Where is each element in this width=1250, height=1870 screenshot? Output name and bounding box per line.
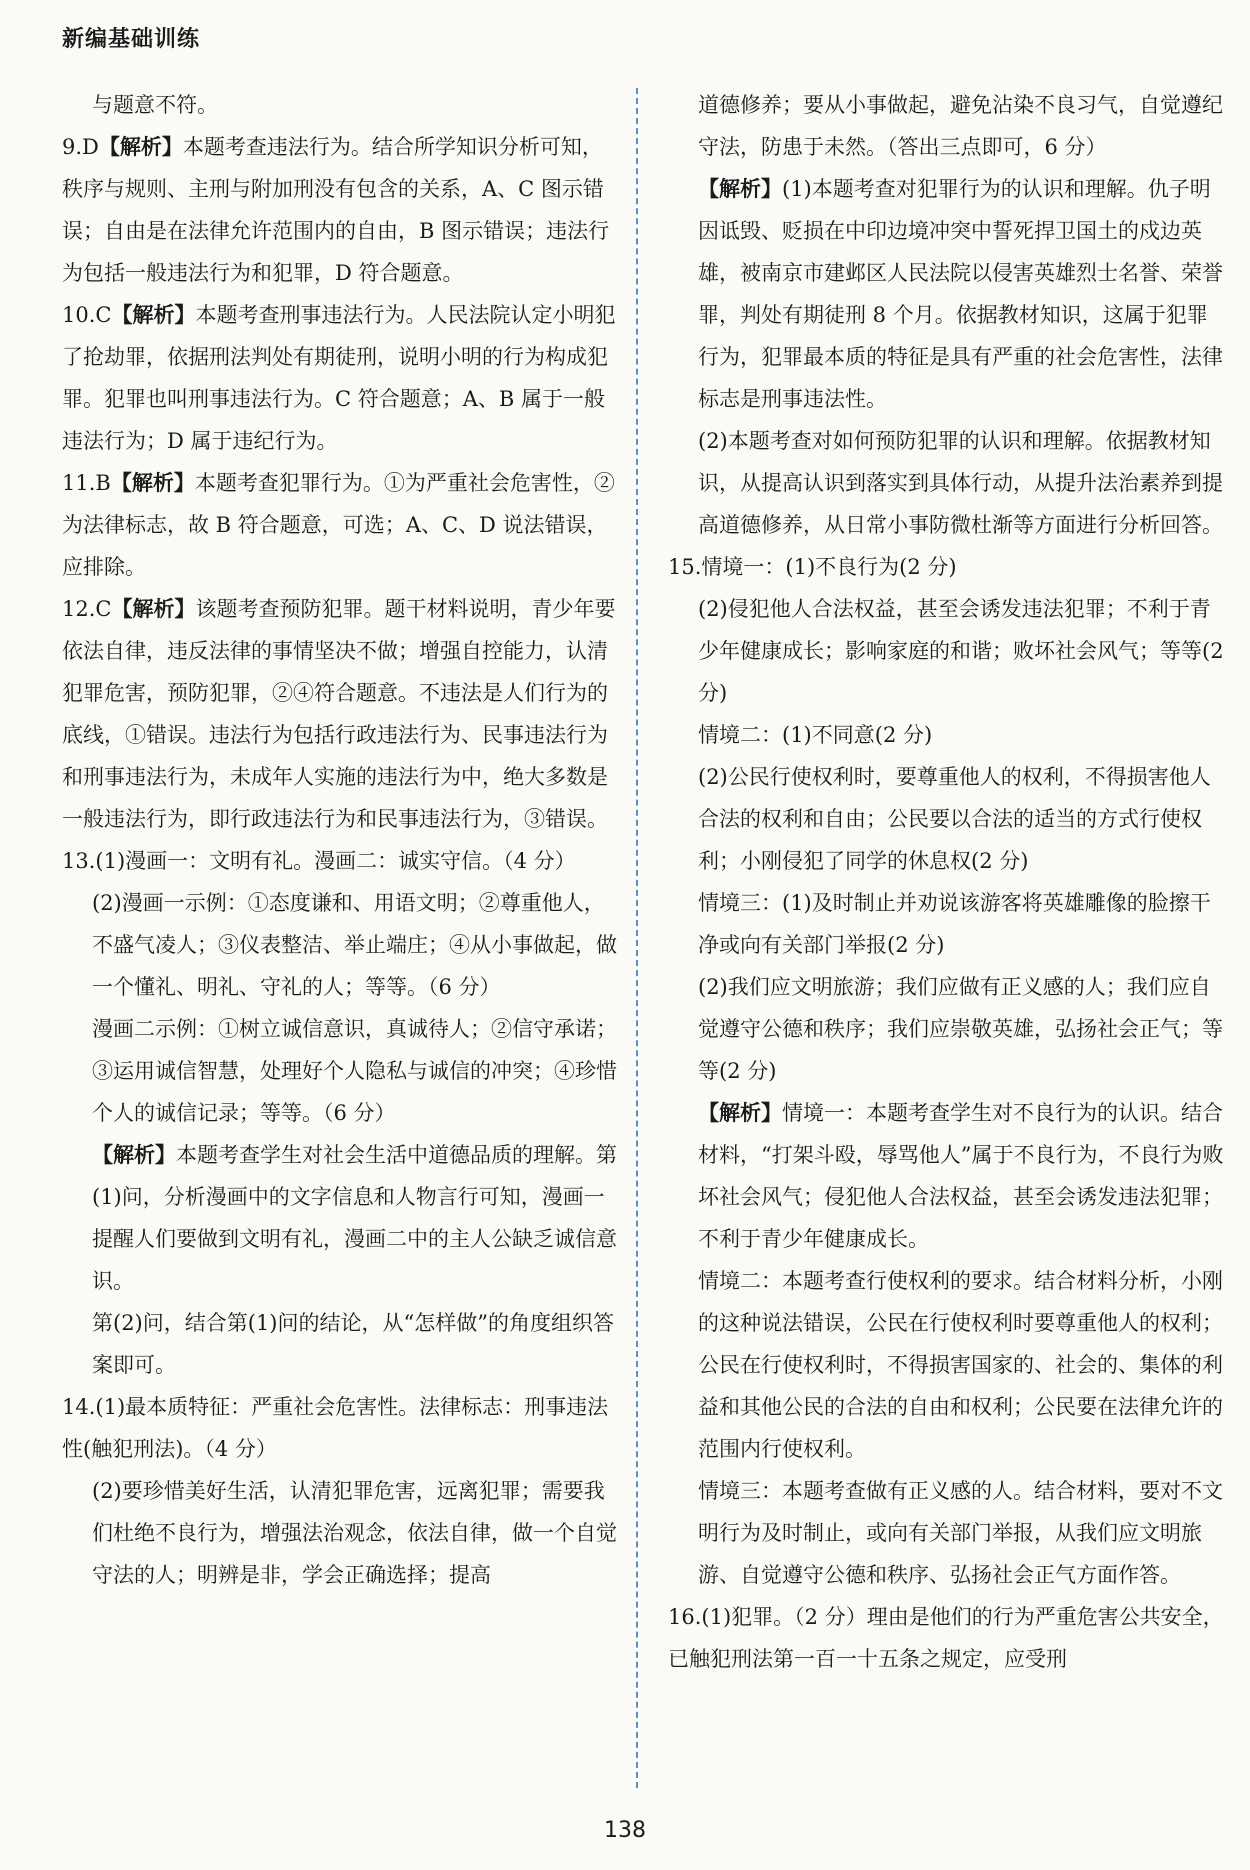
answer-paragraph: [62, 1134, 622, 1302]
paragraph-text: 本题考查犯罪行为。①为严重社会危害性，②为法律标志，故 B 符合题意，可选；A、C、D 说法错误，应排除。: [62, 471, 615, 579]
paragraph-text: (2)公民行使权利时，要尊重他人的权利，不得损害他人合法的权利和自由；公民要以合法的适当的方式行使权利；小刚侵犯了同学的休息权(2 分): [698, 765, 1211, 873]
question-number: 13.: [62, 849, 96, 873]
answer-paragraph: [668, 1470, 1228, 1596]
answer-paragraph: [668, 1092, 1228, 1260]
paragraph-text: (2)本题考查对如何预防犯罪的认识和理解。依据教材知识，从提高认识到落实到具体行动，从提升法治素养到提高道德修养，从日常小事防微杜渐等方面进行分析回答。: [698, 429, 1223, 537]
paragraph-text: 第(2)问，结合第(1)问的结论，从“怎样做”的角度组织答案即可。: [92, 1311, 614, 1377]
paragraph-text: 情境一：(1)不良行为(2 分): [701, 555, 957, 579]
answer-paragraph: [62, 462, 622, 588]
paragraph-text: 本题考查刑事违法行为。人民法院认定小明犯了抢劫罪，依据刑法判处有期徒刑，说明小明的行为构成犯罪。犯罪也叫刑事违法行为。C 符合题意；A、B 属于一般违法行为；D 属于违纪行为。: [62, 303, 616, 453]
answer-paragraph: [62, 84, 622, 126]
answer-paragraph: [62, 1386, 622, 1470]
paragraph-text: (1)漫画一：文明有礼。漫画二：诚实守信。（4 分）: [95, 849, 576, 873]
paragraph-text: 本题考查学生对社会生活中道德品质的理解。第(1)问，分析漫画中的文字信息和人物言行可知，漫画一提醒人们要做到文明有礼，漫画二中的主人公缺乏诚信意识。: [92, 1143, 617, 1293]
analysis-tag: 【解析】: [111, 303, 196, 327]
answer-paragraph: [62, 588, 622, 840]
paragraph-text: (2)要珍惜美好生活，认清犯罪危害，远离犯罪；需要我们杜绝不良行为，增强法治观念，依法自律，做一个自觉守法的人；明辨是非，学会正确选择；提高: [92, 1479, 617, 1587]
right-column: [668, 84, 1228, 1680]
paragraph-text: (2)侵犯他人合法权益，甚至会诱发违法犯罪；不利于青少年健康成长；影响家庭的和谐；败坏社会风气；等等(2 分): [698, 597, 1224, 705]
book-title: 新编基础训练: [62, 27, 201, 52]
answer-paragraph: [668, 420, 1228, 546]
paragraph-text: (1)最本质特征：严重社会危害性。法律标志：刑事违法性(触犯刑法)。（4 分）: [62, 1395, 609, 1461]
page-number: 138: [604, 1818, 646, 1843]
analysis-tag: 【解析】: [98, 135, 183, 159]
paragraph-text: 情境二：本题考查行使权利的要求。结合材料分析，小刚的这种说法错误，公民在行使权利时要尊重他人的权利；公民在行使权利时，不得损害国家的、社会的、集体的利益和其他公民的合法的自由和权利；公民要在法律允许的范围内行使权利。: [698, 1269, 1223, 1461]
paragraph-text: (2)漫画一示例：①态度谦和、用语文明；②尊重他人，不盛气凌人；③仪表整洁、举止端庄；④从小事做起，做一个懂礼、明礼、守礼的人；等等。（6 分）: [92, 891, 617, 999]
analysis-tag: 【解析】: [698, 1101, 782, 1125]
question-number: 10.C: [62, 303, 112, 327]
question-number: 12.C: [62, 597, 112, 621]
paragraph-text: 情境一：本题考查学生对不良行为的认识。结合材料，“打架斗殴，辱骂他人”属于不良行为，不良行为败坏社会风气；侵犯他人合法权益，甚至会诱发违法犯罪；不利于青少年健康成长。: [698, 1101, 1224, 1251]
question-number: 14.: [62, 1395, 96, 1419]
question-number: 11.B: [62, 471, 111, 495]
answer-paragraph: [668, 588, 1228, 714]
answer-paragraph: [668, 966, 1228, 1092]
answer-paragraph: [62, 294, 622, 462]
answer-paragraph: [668, 756, 1228, 882]
paragraph-text: (2)我们应文明旅游；我们应做有正义感的人；我们应自觉遵守公德和秩序；我们应崇敬英雄，弘扬社会正气；等等(2 分): [698, 975, 1223, 1083]
answer-paragraph: [668, 84, 1228, 168]
answer-paragraph: [62, 1302, 622, 1386]
analysis-tag: 【解析】: [110, 471, 195, 495]
paragraph-text: (1)犯罪。（2 分）理由是他们的行为严重危害公共安全，已触犯刑法第一百一十五条之规定，应受刑: [668, 1605, 1224, 1671]
answer-paragraph: [668, 882, 1228, 966]
question-number: 15.: [668, 555, 702, 579]
answer-paragraph: [668, 714, 1228, 756]
paragraph-text: 情境三：本题考查做有正义感的人。结合材料，要对不文明行为及时制止，或向有关部门举报，从我们应文明旅游、自觉遵守公德和秩序、弘扬社会正气方面作答。: [698, 1479, 1223, 1587]
column-divider: [636, 88, 638, 1788]
paragraph-text: 本题考查违法行为。结合所学知识分析可知，秩序与规则、主刑与附加刑没有包含的关系，A、C 图示错误；自由是在法律允许范围内的自由，B 图示错误；违法行为包括一般违法行为和犯罪，D 符合题意。: [62, 135, 610, 285]
question-number: 16.: [668, 1605, 702, 1629]
answer-paragraph: [62, 1008, 622, 1134]
answer-paragraph: [62, 840, 622, 882]
answer-paragraph: [668, 1596, 1228, 1680]
question-number: 9.D: [62, 135, 99, 159]
answer-paragraph: [62, 126, 622, 294]
analysis-tag: 【解析】: [698, 177, 782, 201]
analysis-tag: 【解析】: [111, 597, 196, 621]
paragraph-text: 道德修养；要从小事做起，避免沾染不良习气，自觉遵纪守法，防患于未然。（答出三点即可，6 分）: [698, 93, 1223, 159]
analysis-tag: 【解析】: [92, 1143, 176, 1167]
answer-paragraph: [668, 546, 1228, 588]
answer-paragraph: [668, 1260, 1228, 1470]
answer-paragraph: [62, 882, 622, 1008]
answer-paragraph: [668, 168, 1228, 420]
paragraph-text: 漫画二示例：①树立诚信意识，真诚待人；②信守承诺；③运用诚信智慧，处理好个人隐私与诚信的冲突；④珍惜个人的诚信记录；等等。（6 分）: [92, 1017, 617, 1125]
left-column: [62, 84, 622, 1596]
paragraph-text: (1)本题考查对犯罪行为的认识和理解。仇子明因诋毁、贬损在中印边境冲突中誓死捍卫国土的戍边英雄，被南京市建邺区人民法院以侵害英雄烈士名誉、荣誉罪，判处有期徒刑 8 个月。依据教材知识，这属于犯罪行为，犯罪最本质的特征是具有严重的社会危害性，法律标志是刑事违法性。: [698, 177, 1223, 411]
paragraph-text: 情境三：(1)及时制止并劝说该游客将英雄雕像的脸擦干净或向有关部门举报(2 分): [698, 891, 1211, 957]
answer-paragraph: [62, 1470, 622, 1596]
paragraph-text: 情境二：(1)不同意(2 分): [698, 723, 933, 747]
paragraph-text: 该题考查预防犯罪。题干材料说明，青少年要依法自律，违反法律的事情坚决不做；增强自控能力，认清犯罪危害，预防犯罪，②④符合题意。不违法是人们行为的底线，①错误。违法行为包括行政违法行为、民事违法行为和刑事违法行为，未成年人实施的违法行为中，绝大多数是一般违法行为，即行政违法行为和民事违法行为，③错误。: [62, 597, 616, 831]
paragraph-text: 与题意不符。: [92, 93, 218, 117]
